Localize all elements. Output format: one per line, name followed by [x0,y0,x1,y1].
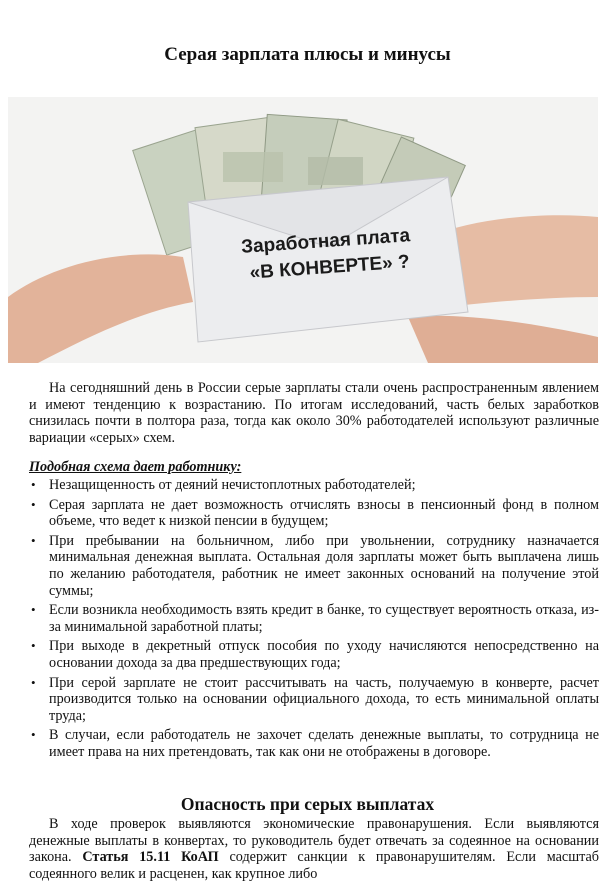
list-item [29,477,599,494]
law-reference: Статья 15.11 КоАП [82,849,219,866]
list-item [29,497,599,530]
envelope-illustration [8,97,598,363]
list-item-text: В случаи, если работодатель не захочет сделать денежные выплаты, то сотрудница не имеет права на них претендовать, так как они не отображены в договоре. [49,727,599,760]
list-item [29,533,599,599]
bullet-icon: • [31,532,36,548]
danger-text-end: содержит санкции к правонарушителям. Если масштаб содеянного велик и расценен, как крупное либо [29,849,600,882]
envelope-photo [8,97,598,363]
list-item-text: При выходе в декретный отпуск пособия по уходу начисляются непосредственно на основании дохода за два предшествующих года; [49,638,599,671]
bullet-icon: • [31,496,36,512]
list-item-text: При пребывании на больничном, либо при увольнении, сотруднику назначается минимальная денежная выплата. Остальная доля зарплаты может быть выплачена лишь по желанию работодателя, работник не имеет законных оснований на получение этой суммы; [49,532,599,599]
list-item-text: Если возникла необходимость взять кредит в банке, то существует вероятность отказа, из-за минимальной заработной платы; [49,602,599,635]
list-item [29,727,599,760]
list-item [29,602,599,635]
envelope-text-line1: Заработная плата [240,225,411,258]
consequences-list [29,477,599,764]
bullet-icon: • [31,638,36,654]
list-item [29,638,599,671]
section-heading: Опасность при серых выплатах [180,794,435,814]
bullet-icon: • [31,674,36,690]
intro-paragraph: На сегодняшний день в России серые зарплаты стали очень распространенным явлением и имеют тенденцию к возрастанию. По итогам исследований, часть белых заработков снизилась почти в полтора раза, тогда как около 30% работодателей используют различные вариации «серых» схем. [29,380,599,446]
bullet-icon: • [31,727,36,743]
danger-paragraph [29,816,599,882]
bullet-icon: • [31,602,36,618]
list-item-text: Незащищенность от деяний нечистоплотных работодателей; [49,477,416,493]
page-title: Серая зарплата плюсы и минусы [164,44,451,65]
envelope-text-line2: «В КОНВЕРТЕ» ? [248,251,411,284]
list-item [29,675,599,725]
list-item-text: При серой зарплате не стоит рассчитывать на часть, получаемую в конверте, расчет производится только на основании официального дохода, то есть минимальной оплаты труда; [49,674,599,724]
bullet-icon: • [31,477,36,492]
danger-text-start: В ходе проверок выявляются экономические правонарушения. Если выявляются денежные выплаты в конвертах, то руководитель будет отвечать за содеянное на основании закона. [29,816,599,866]
scheme-heading: Подобная схема дает работнику: [29,459,242,475]
list-item-text: Серая зарплата не дает возможность отчислять взносы в пенсионный фонд в полном объеме, что ведет к низкой пенсии в будущем; [49,496,599,530]
